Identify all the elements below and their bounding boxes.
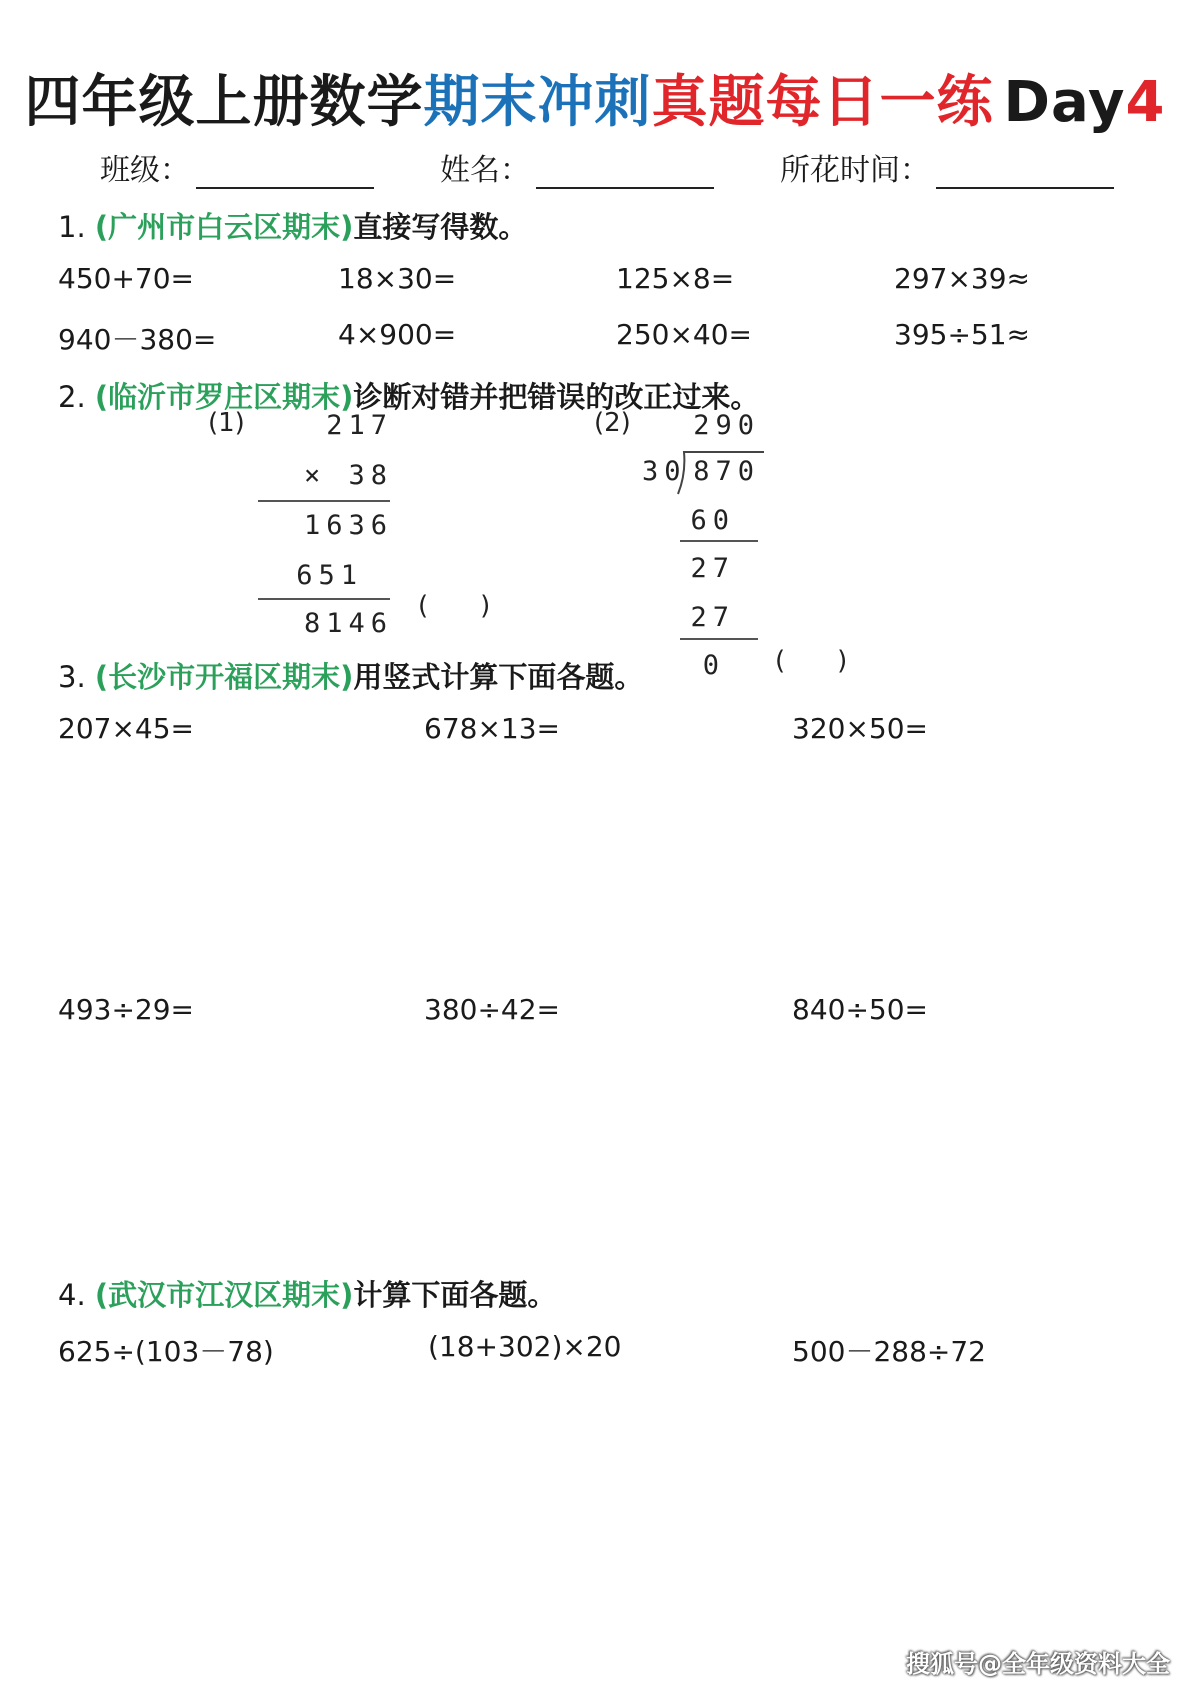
multiplicand: 217 (326, 410, 393, 441)
class-label: 班级： (100, 153, 190, 188)
page-title (0, 58, 1190, 138)
quotient: 290 (693, 410, 760, 441)
q1-item: 250×40= (616, 318, 752, 351)
q1-item: 4×900= (338, 318, 457, 351)
product-result: 8146 (303, 608, 393, 639)
question-number: 1. (58, 210, 86, 244)
question-3-heading (58, 655, 643, 696)
question-text: 诊断对错并把错误的改正过来。 (353, 380, 760, 414)
title-part-daily: 真题每日一练 (651, 70, 994, 135)
q3-item: 207×45= (58, 712, 194, 745)
q1-item: 940－380= (58, 323, 217, 356)
name-blank[interactable] (536, 187, 714, 189)
multiplication-rule (258, 500, 390, 502)
time-label: 所花时间： (780, 153, 930, 188)
q2-part1-label: (1) (208, 408, 245, 438)
class-blank[interactable] (196, 187, 374, 189)
title-part-day: Day (1003, 70, 1126, 135)
q3-item: 320×50= (792, 712, 928, 745)
class-field (100, 145, 374, 189)
partial-product-2: 651 (296, 560, 363, 591)
question-number: 2. (58, 380, 86, 414)
time-blank[interactable] (936, 187, 1114, 189)
name-label: 姓名： (440, 153, 530, 188)
question-text: 计算下面各题。 (353, 1278, 557, 1312)
question-2-heading (58, 375, 759, 416)
q1-item: 395÷51≈ (894, 318, 1030, 351)
question-text: 用竖式计算下面各题。 (353, 660, 644, 694)
q1-item: 18×30= (338, 262, 457, 295)
division-final-remainder: 0 (702, 650, 725, 681)
q3-item: 678×13= (424, 712, 560, 745)
division-step-subtract-2: 27 (690, 602, 735, 633)
question-source: (长沙市开福区期末) (94, 660, 354, 694)
q4-item: 500－288÷72 (792, 1335, 986, 1368)
q1-item: 297×39≈ (894, 262, 1030, 295)
watermark: 搜狐号@全年级资料大全 (906, 1650, 1170, 1678)
q2-part2-answer-box[interactable]: ( ) (775, 646, 848, 676)
dividend: 870 (693, 456, 760, 487)
division-rule-1 (680, 540, 758, 542)
title-part-grade: 四年级上册数学 (24, 70, 424, 135)
time-field (780, 145, 1114, 189)
question-1-heading (58, 205, 527, 246)
title-part-sprint: 期末冲刺 (423, 70, 652, 135)
q3-item: 380÷42= (424, 993, 560, 1026)
question-4-heading (58, 1273, 556, 1314)
title-part-day-number: 4 (1125, 70, 1166, 135)
division-rule-2 (680, 638, 758, 640)
question-source: (广州市白云区期末) (94, 210, 354, 244)
division-step-subtract-1: 60 (690, 505, 735, 536)
multiplier: × 38 (303, 460, 393, 491)
question-number: 4. (58, 1278, 86, 1312)
q4-item: (18+302)×20 (428, 1330, 622, 1363)
name-field (440, 145, 714, 189)
q4-item: 625÷(103－78) (58, 1335, 274, 1368)
question-number: 3. (58, 660, 86, 694)
question-text: 直接写得数。 (353, 210, 528, 244)
q1-item: 450+70= (58, 262, 194, 295)
q3-item: 840÷50= (792, 993, 928, 1026)
q1-item: 125×8= (616, 262, 735, 295)
division-step-remainder: 27 (690, 553, 735, 584)
sum-rule (258, 598, 390, 600)
q3-item: 493÷29= (58, 993, 194, 1026)
question-source: (武汉市江汉区期末) (94, 1278, 354, 1312)
question-source: (临沂市罗庄区期末) (94, 380, 354, 414)
divisor: 30 (642, 456, 687, 487)
partial-product-1: 1636 (303, 510, 393, 541)
q2-part2-label: (2) (594, 408, 631, 438)
q2-part1-answer-box[interactable]: ( ) (418, 591, 491, 621)
